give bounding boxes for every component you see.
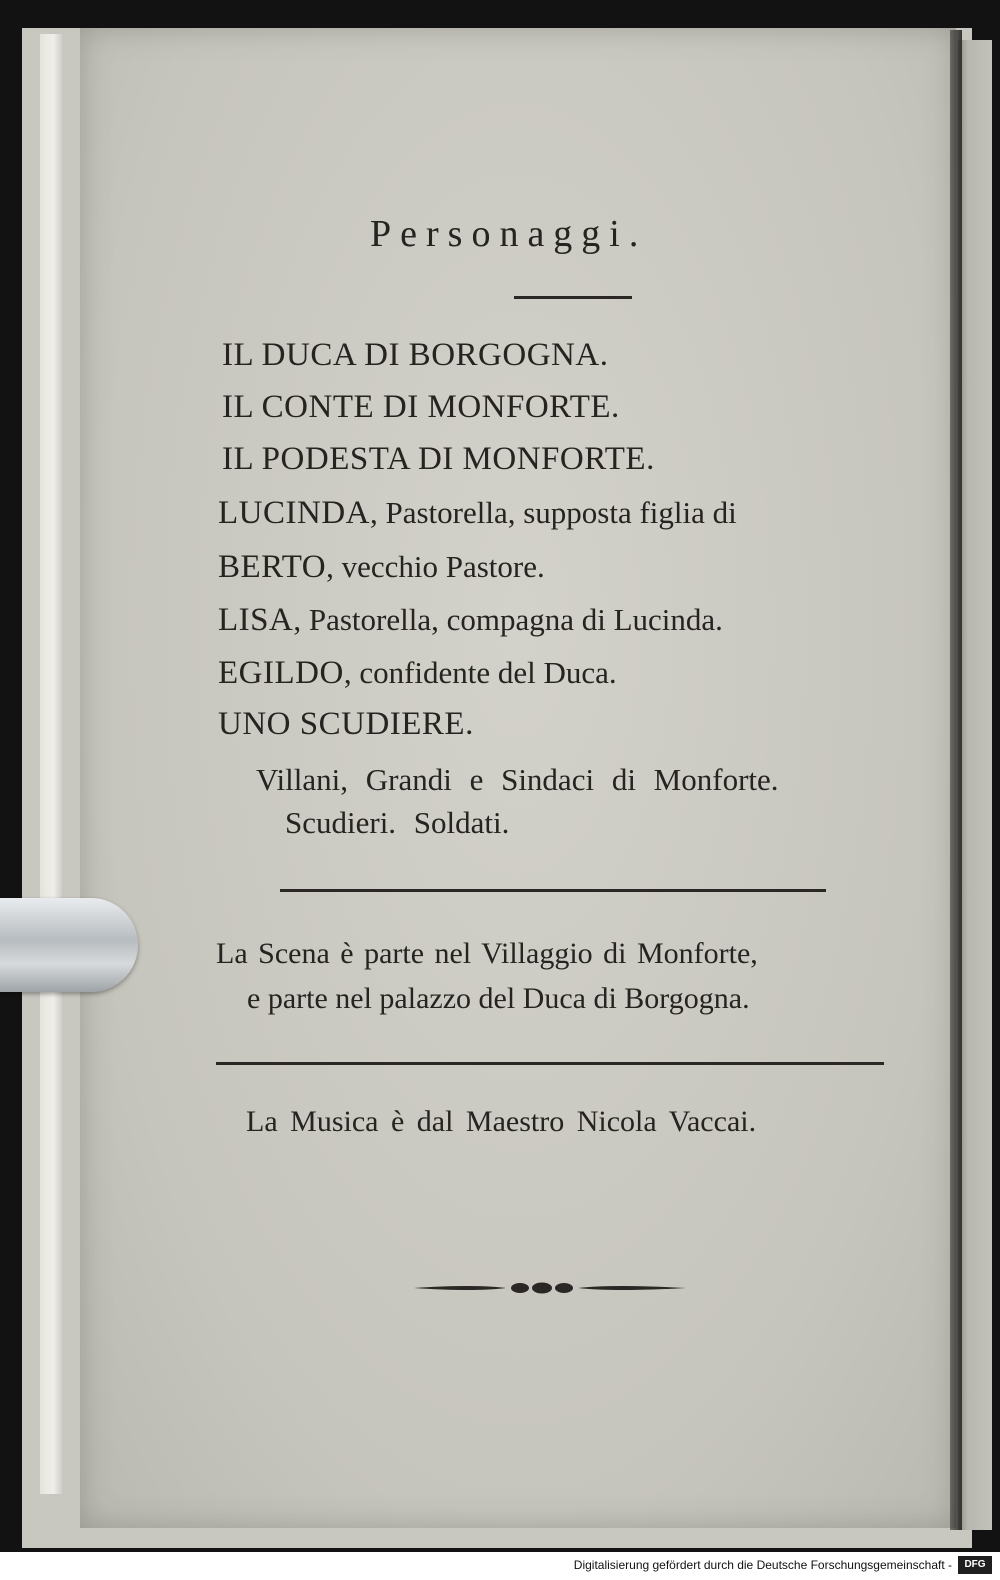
character-berto: [218, 549, 545, 586]
page-heading: Personaggi.: [370, 213, 648, 255]
ornament-dot: [511, 1283, 529, 1293]
character-duca: IL DUCA DI BORGOGNA.: [222, 337, 609, 373]
ornamental-divider: [414, 1278, 694, 1298]
character-podesta: IL PODESTA DI MONFORTE.: [222, 441, 655, 477]
character-lucinda: [218, 495, 737, 532]
character-name: LISA: [218, 602, 294, 638]
ornament-dot: [555, 1283, 573, 1293]
music-credit: La Musica è dal Maestro Nicola Vaccai.: [246, 1105, 757, 1138]
ornament-dot: [532, 1283, 552, 1294]
character-name: EGILDO: [218, 655, 344, 691]
character-conte: IL CONTE DI MONFORTE.: [222, 389, 620, 425]
character-description: , Pastorella, compagna di Lucinda.: [293, 602, 723, 637]
extras-line-2: Scudieri. Soldati.: [285, 805, 510, 840]
character-name: LUCINDA: [218, 495, 370, 531]
character-egildo: [218, 655, 617, 692]
gutter-shadow: [950, 30, 962, 1530]
character-description: , confidente del Duca.: [343, 655, 617, 690]
extras-line-1: Villani, Grandi e Sindaci di Monforte.: [256, 762, 779, 797]
dfg-logo: DFG: [958, 1556, 992, 1574]
scene-line-1: La Scena è parte nel Villaggio di Monforte,: [216, 937, 758, 970]
character-description: , Pastorella, supposta figlia di: [369, 495, 737, 530]
character-name: BERTO: [218, 549, 327, 585]
heading-rule: [514, 296, 632, 299]
page-edge: [40, 34, 62, 1494]
next-page-edge: [958, 40, 992, 1530]
character-scudiere: UNO SCUDIERE.: [218, 706, 474, 742]
character-lisa: [218, 602, 723, 639]
digitization-credit: Digitalisierung gefördert durch die Deutsche Forschungsgemeinschaft -: [573, 1558, 952, 1572]
ornament-left: [414, 1286, 506, 1290]
page-clip: [0, 898, 138, 992]
section-rule-2: [216, 1062, 884, 1065]
character-description: , vecchio Pastore.: [326, 549, 545, 584]
section-rule-1: [280, 889, 826, 892]
ornament-right: [578, 1286, 686, 1290]
scene-line-2: e parte nel palazzo del Duca di Borgogna.: [247, 982, 750, 1015]
